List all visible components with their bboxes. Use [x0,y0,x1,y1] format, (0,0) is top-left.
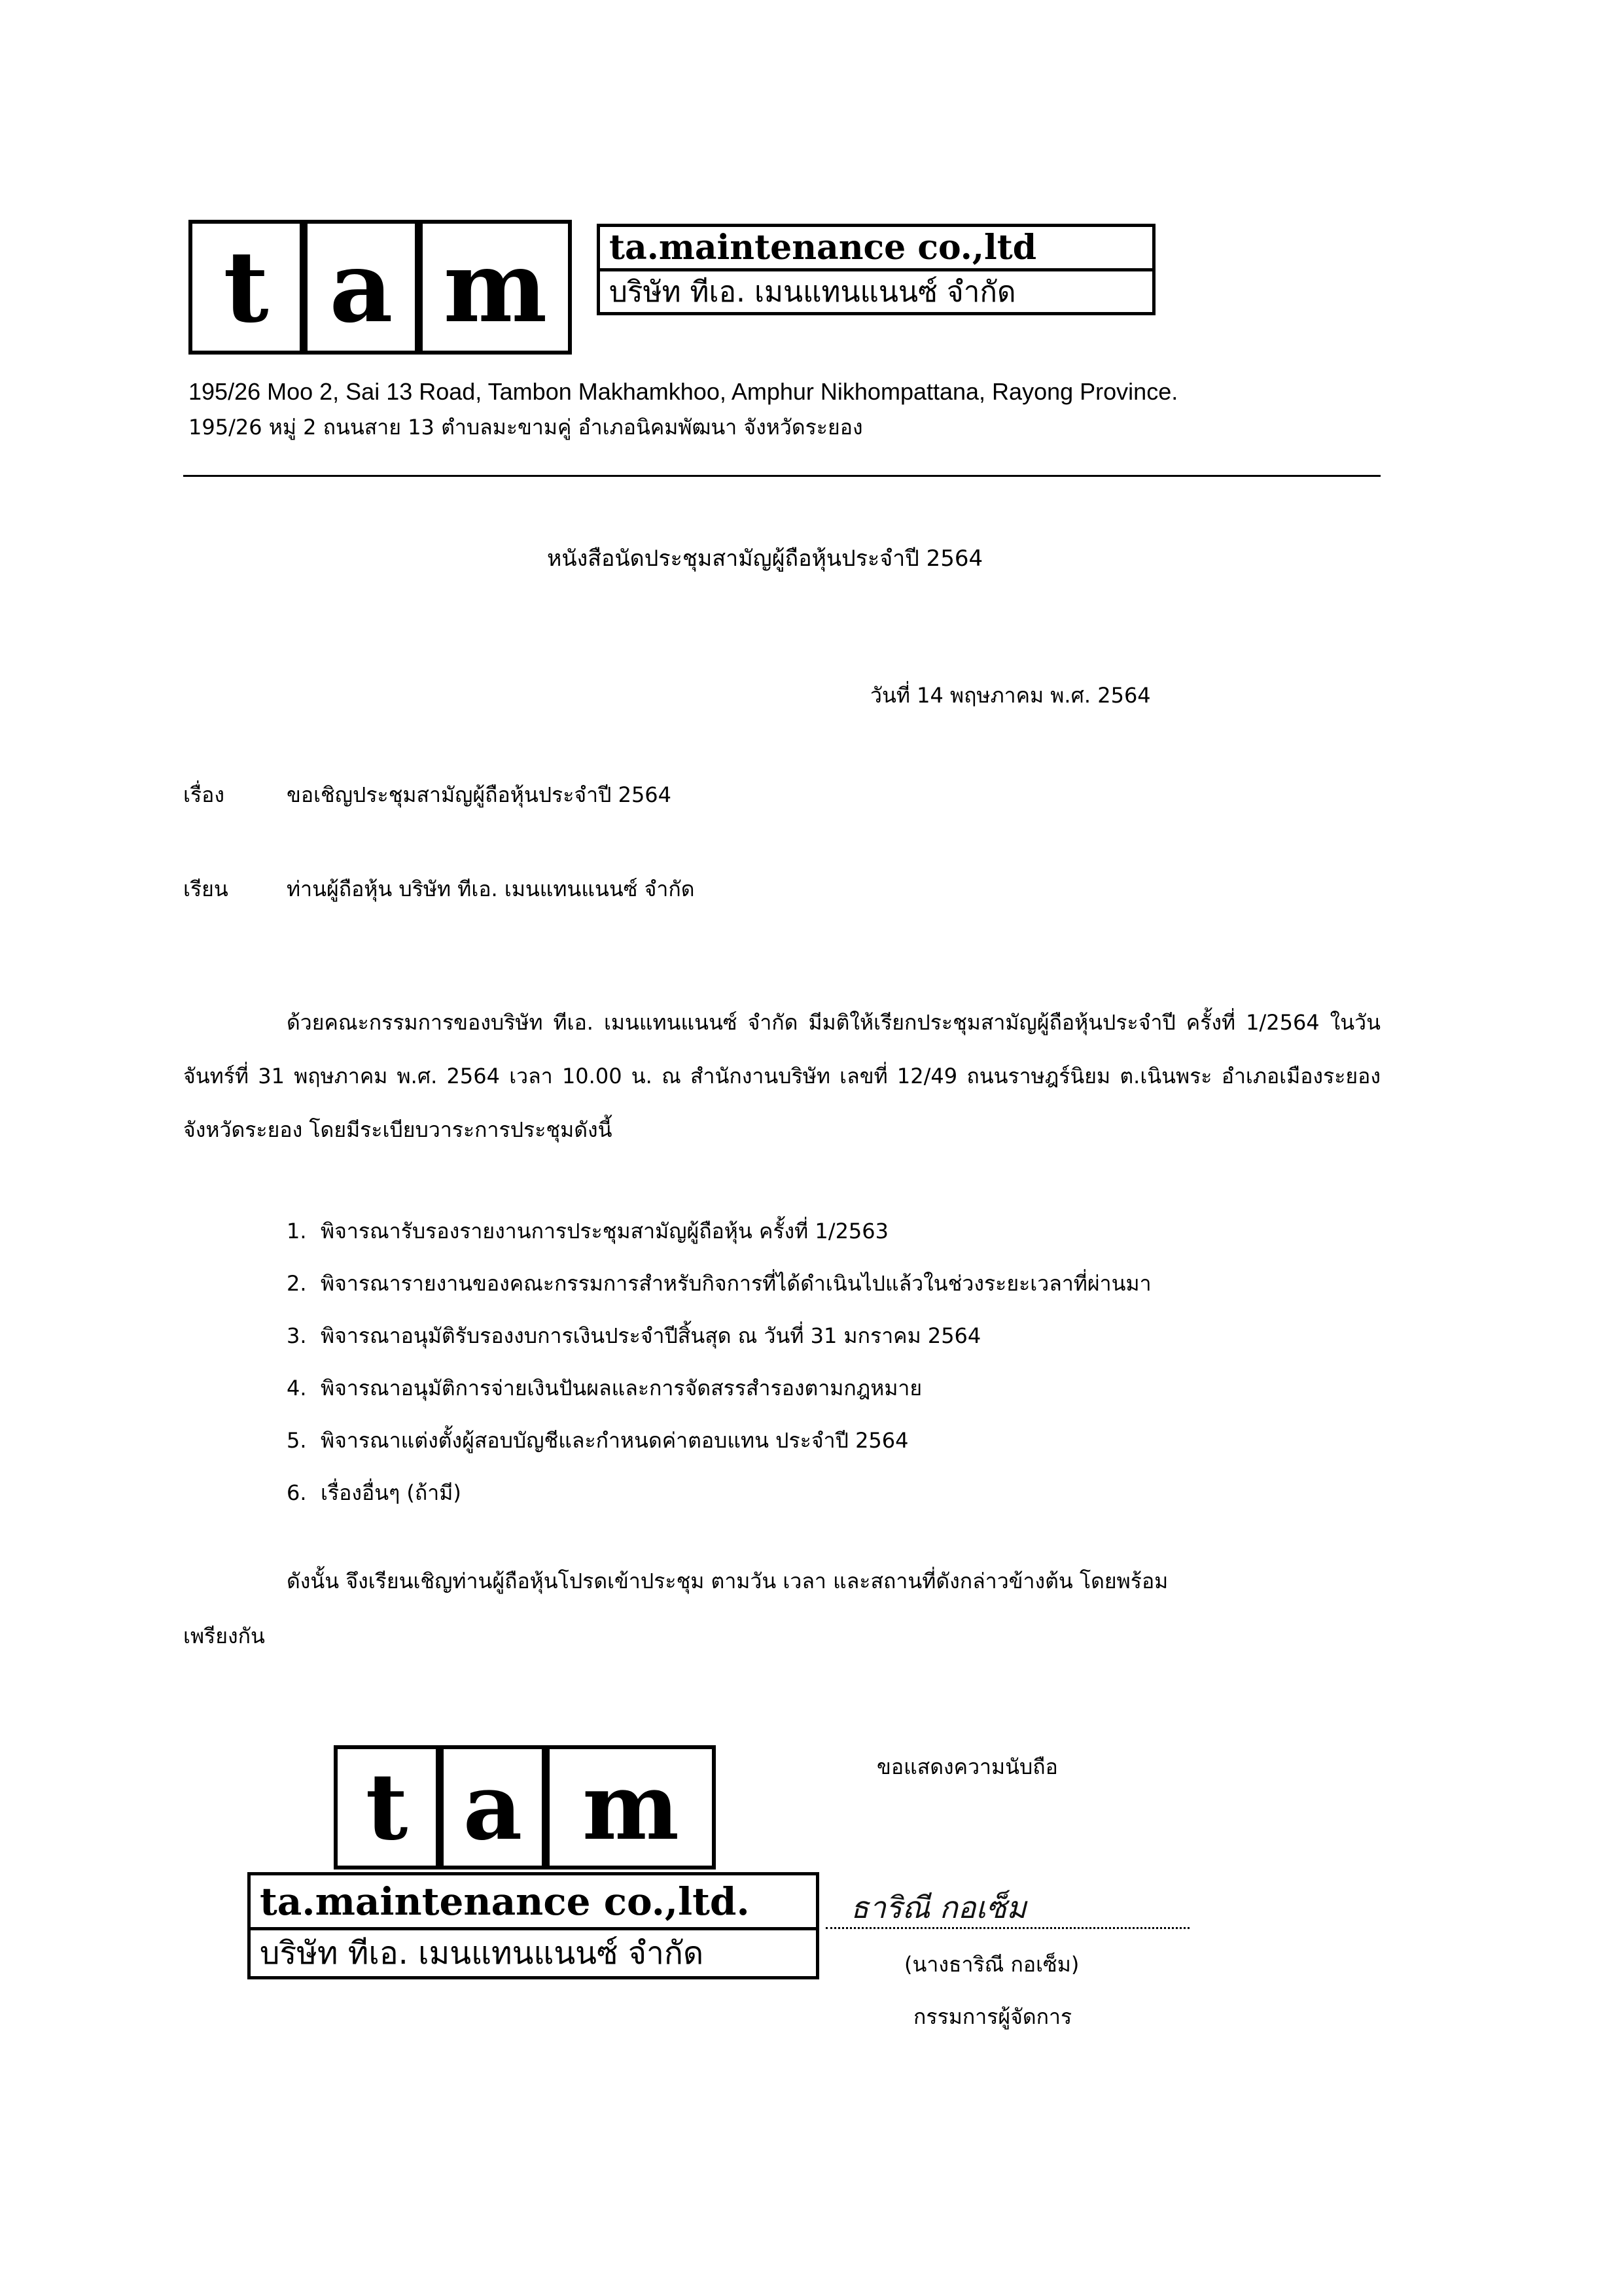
agenda-number: 1. [287,1219,307,1244]
body-paragraph: ด้วยคณะกรรมการของบริษัท ทีเอ. เมนแทนแนนซ์ จำกัด มีมติให้เรียกประชุมสามัญผู้ถือหุ้นประจำปี ครั้งที่ 1/2564 ในวันจันทร์ที่ 31 พฤษภาคม พ.ศ. 2564 เวลา 10.00 น. ณ สำนักงานบริษัท เลขที่ 12/49 ถนนราษฎร์นิยม ต.เนินพระ อำเภอเมืองระยอง จังหวัดระยอง โดยมีระเบียบวาระการประชุมดังนี้ [183,1010,1381,1142]
company-name-th: บริษัท ทีเอ. เมนแทนแนนซ์ จำกัด [609,275,1016,309]
signer-name: (นางธาริณี กอเซ็ม) [904,1952,1080,1977]
agenda-number: 6. [287,1480,307,1505]
company-name-box [597,224,1156,315]
agenda-item [287,1414,1152,1467]
agenda-text: พิจารณาอนุมัติการจ่ายเงินปันผลและการจัดสรรสำรองตามกฎหมาย [321,1376,923,1400]
recipient-label: เรียน [183,877,228,901]
stamp-letter-t: t [334,1745,440,1870]
agenda-item [287,1310,1152,1362]
agenda-list [287,1205,1152,1519]
logo-letter-a: a [304,220,419,355]
agenda-number: 5. [287,1428,307,1453]
stamp-letter-m: m [546,1745,716,1870]
stamp-name-en: ta.maintenance co.,ltd. [251,1875,816,1930]
stamp-name-box [247,1872,819,1979]
subject-text: ขอเชิญประชุมสามัญผู้ถือหุ้นประจำปี 2564 [287,782,672,807]
address-th: 195/26 หมู่ 2 ถนนสาย 13 ตำบลมะขามคู่ อำเภอนิคมพัฒนา จังหวัดระยอง [188,415,863,440]
agenda-item [287,1205,1152,1257]
agenda-number: 3. [287,1323,307,1348]
signer-title: กรรมการผู้จัดการ [913,2004,1072,2029]
agenda-text: เรื่องอื่นๆ (ถ้ามี) [321,1480,461,1505]
regards-text: ขอแสดงความนับถือ [877,1754,1058,1779]
agenda-number: 2. [287,1271,307,1296]
logo-letter-t: t [188,220,304,355]
header-divider [183,475,1381,477]
address-en: 195/26 Moo 2, Sai 13 Road, Tambon Makhamkhoo, Amphur Nikhompattana, Rayong Province. [188,378,1178,405]
agenda-item [287,1362,1152,1414]
logo-letter-m: m [419,220,572,355]
stamp-letter-a: a [440,1745,546,1870]
company-name-en: ta.maintenance co.,ltd [600,227,1152,271]
agenda-item [287,1467,1152,1519]
stamp-name-th: บริษัท ทีเอ. เมนแทนแนนซ์ จำกัด [260,1935,704,1972]
signature-line [826,1927,1190,1929]
closing-line-1: ดังนั้น จึงเรียนเชิญท่านผู้ถือหุ้นโปรดเข้าประชุม ตามวัน เวลา และสถานที่ดังกล่าวข้างต้น โดยพร้อม [287,1569,1169,1593]
subject-label: เรื่อง [183,782,224,807]
letter-date: วันที่ 14 พฤษภาคม พ.ศ. 2564 [870,683,1151,708]
agenda-text: พิจารณารายงานของคณะกรรมการสำหรับกิจการที่ได้ดำเนินไปแล้วในช่วงระยะเวลาที่ผ่านมา [321,1271,1152,1296]
letter-title: หนังสือนัดประชุมสามัญผู้ถือหุ้นประจำปี 2564 [547,546,983,572]
agenda-text: พิจารณารับรองรายงานการประชุมสามัญผู้ถือหุ้น ครั้งที่ 1/2563 [321,1219,889,1244]
agenda-number: 4. [287,1376,307,1400]
closing-line-2: เพรียงกัน [183,1624,265,1648]
agenda-text: พิจารณาแต่งตั้งผู้สอบบัญชีและกำหนดค่าตอบแทน ประจำปี 2564 [321,1428,909,1453]
recipient-text: ท่านผู้ถือหุ้น บริษัท ทีเอ. เมนแทนแนนซ์ จำกัด [287,877,695,901]
handwritten-signature: ธาริณี กอเซ็ม [851,1890,1027,1925]
agenda-item [287,1257,1152,1310]
agenda-text: พิจารณาอนุมัติรับรองงบการเงินประจำปีสิ้นสุด ณ วันที่ 31 มกราคม 2564 [321,1323,981,1348]
